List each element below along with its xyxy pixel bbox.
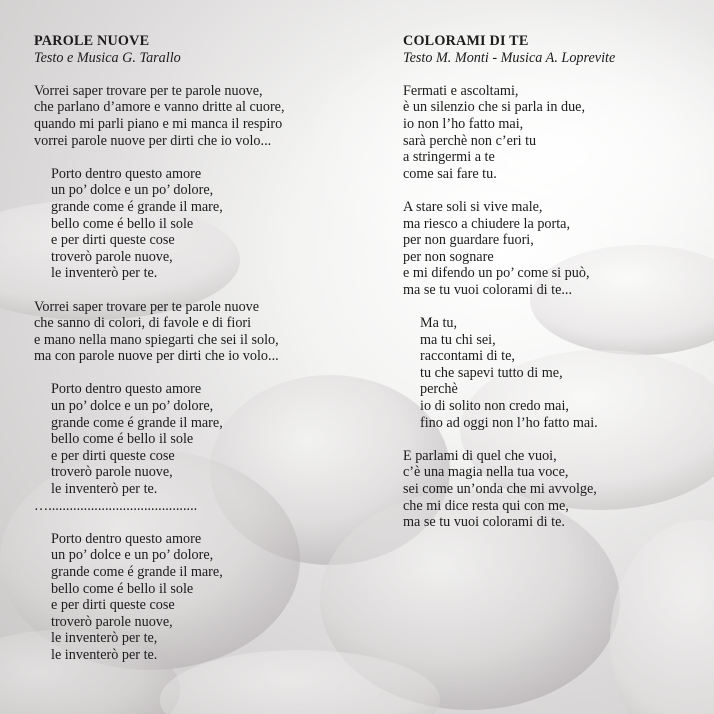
lyric-line: e mi difendo un po’ come si può, <box>403 265 590 282</box>
stanza <box>34 381 374 497</box>
song-credit: Testo e Musica G. Tarallo <box>34 49 181 66</box>
lyric-line: Fermati e ascoltami, <box>403 82 519 99</box>
lyric-line: e mano nella mano spiegarti che sei il solo, <box>34 331 279 348</box>
lyric-line: Porto dentro questo amore <box>51 530 202 547</box>
lyric-line: che parlano d’amore e vanno dritte al cuore, <box>34 99 285 116</box>
lyric-line: quando mi parli piano e mi manca il respiro <box>34 115 283 132</box>
lyric-line: troverò parole nuove, <box>51 613 173 630</box>
lyric-line: le inventerò per te, <box>51 630 158 647</box>
lyric-line: Ma tu, <box>420 315 458 332</box>
song-column-parole-nuove <box>34 33 374 664</box>
lyric-line: bello come é bello il sole <box>51 580 194 597</box>
stanza <box>403 315 703 431</box>
lyric-line: troverò parole nuove, <box>51 464 173 481</box>
lyric-line: e per dirti queste cose <box>51 597 175 614</box>
song-credit: Testo M. Monti - Musica A. Loprevite <box>403 49 616 66</box>
lyric-line: tu che sapevi tutto di me, <box>420 364 563 381</box>
lyric-line: un po’ dolce e un po’ dolore, <box>51 398 214 415</box>
lyric-line: un po’ dolce e un po’ dolore, <box>51 182 214 199</box>
lyric-line: A stare soli si vive male, <box>403 198 543 215</box>
lyric-line: fino ad oggi non l’ho fatto mai. <box>420 414 598 431</box>
lyrics <box>403 83 703 531</box>
lyric-line: Vorrei saper trovare per te parole nuove, <box>34 82 263 99</box>
lyric-line: Porto dentro questo amore <box>51 165 202 182</box>
lyric-line: per non sognare <box>403 248 494 265</box>
lyric-line: che mi dice resta qui con me, <box>403 497 569 514</box>
stanza <box>34 531 374 664</box>
song-title: PAROLE NUOVE <box>34 33 150 49</box>
stanza <box>403 448 703 531</box>
lyric-line: grande come é grande il mare, <box>51 414 223 431</box>
lyric-line: ma se tu vuoi colorami di te... <box>403 281 573 298</box>
lyric-line: sarà perchè non c’eri tu <box>403 132 537 149</box>
lyric-line: è un silenzio che si parla in due, <box>403 99 586 116</box>
lyric-line: vorrei parole nuove per dirti che io volo... <box>34 132 272 149</box>
lyric-line: le inventerò per te. <box>51 481 158 498</box>
lyric-line: ma se tu vuoi colorami di te. <box>403 514 565 531</box>
lyric-line: sei come un’onda che mi avvolge, <box>403 481 597 498</box>
lyric-line: a stringermi a te <box>403 149 495 166</box>
lyrics <box>34 83 374 664</box>
stanza <box>403 199 703 299</box>
lyric-line: troverò parole nuove, <box>51 248 173 265</box>
stanza <box>34 166 374 282</box>
lyric-line: e per dirti queste cose <box>51 232 175 249</box>
stanza <box>34 299 374 365</box>
lyric-line: per non guardare fuori, <box>403 232 534 249</box>
stanza <box>34 498 374 515</box>
song-title: COLORAMI DI TE <box>403 33 529 49</box>
lyric-line: io non l’ho fatto mai, <box>403 115 524 132</box>
lyric-line: bello come é bello il sole <box>51 215 194 232</box>
lyric-line: c’è una magia nella tua voce, <box>403 464 569 481</box>
lyric-line: come sai fare tu. <box>403 165 497 182</box>
lyric-line: ma con parole nuove per dirti che io volo... <box>34 348 279 365</box>
lyric-line: perchè <box>420 381 458 398</box>
song-column-colorami-di-te <box>403 33 703 531</box>
lyric-line: ….......................................... <box>34 497 198 514</box>
lyric-line: bello come é bello il sole <box>51 431 194 448</box>
stanza <box>34 83 374 149</box>
lyric-line: io di solito non credo mai, <box>420 398 569 415</box>
lyric-line: raccontami di te, <box>420 348 515 365</box>
lyric-line: Vorrei saper trovare per te parole nuove <box>34 298 260 315</box>
lyric-line: E parlami di quel che vuoi, <box>403 447 557 464</box>
lyric-line: ma tu chi sei, <box>420 331 496 348</box>
lyric-line: le inventerò per te. <box>51 265 158 282</box>
lyric-line: un po’ dolce e un po’ dolore, <box>51 547 214 564</box>
lyric-line: le inventerò per te. <box>51 646 158 663</box>
lyric-line: ma riesco a chiudere la porta, <box>403 215 571 232</box>
lyric-line: e per dirti queste cose <box>51 447 175 464</box>
lyric-line: grande come é grande il mare, <box>51 198 223 215</box>
stanza <box>403 83 703 183</box>
lyric-line: che sanno di colori, di favole e di fiori <box>34 315 252 332</box>
lyric-line: grande come é grande il mare, <box>51 564 223 580</box>
lyric-line: Porto dentro questo amore <box>51 381 202 398</box>
